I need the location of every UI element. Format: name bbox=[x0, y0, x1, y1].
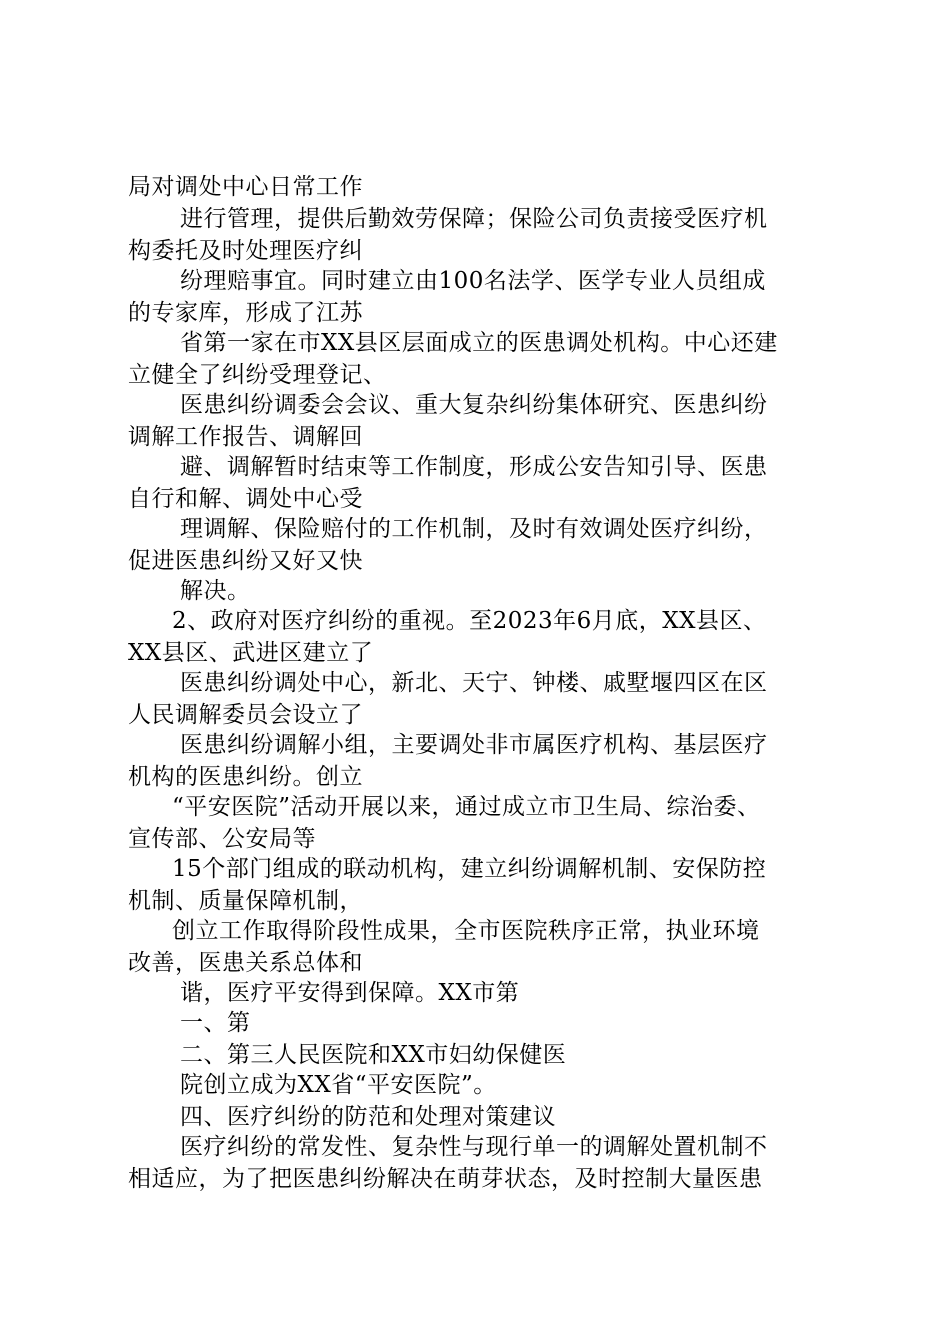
text-line-24: 机制、质量保障机制， bbox=[128, 888, 363, 914]
text-line-32: 医疗纠纷的常发性、复杂性与现行单一的调解处置机制不 bbox=[180, 1134, 768, 1160]
text-line-1: 局对调处中心日常工作 bbox=[128, 174, 363, 200]
text-line-14: 解决。 bbox=[180, 578, 251, 604]
text-line-15: 2、政府对医疗纠纷的重视。至2023年6月底，XX县区、 bbox=[172, 608, 767, 634]
text-line-28: 一、第 bbox=[180, 1010, 251, 1036]
text-line-5: 的专家库，形成了江苏 bbox=[128, 300, 363, 326]
text-line-20: 机构的医患纠纷。创立 bbox=[128, 764, 363, 790]
text-line-19: 医患纠纷调解小组，主要调处非市属医疗机构、基层医疗 bbox=[180, 732, 768, 758]
text-line-16: XX县区、武进区建立了 bbox=[128, 640, 374, 666]
text-line-22: 宣传部、公安局等 bbox=[128, 826, 316, 852]
text-line-4: 纷理赔事宜。同时建立由100名法学、医学专业人员组成 bbox=[180, 268, 766, 294]
text-line-30: 院创立成为XX省“平安医院”。 bbox=[180, 1072, 497, 1098]
text-line-7: 立健全了纠纷受理登记、 bbox=[128, 362, 387, 388]
text-line-31: 四、医疗纠纷的防范和处理对策建议 bbox=[180, 1104, 556, 1130]
text-line-21: “平安医院”活动开展以来，通过成立市卫生局、综治委、 bbox=[172, 794, 761, 820]
text-line-18: 人民调解委员会设立了 bbox=[128, 702, 363, 728]
text-line-29: 二、第三人民医院和XX市妇幼保健医 bbox=[180, 1042, 567, 1068]
text-line-3: 构委托及时处理医疗纠 bbox=[128, 238, 363, 264]
text-line-8: 医患纠纷调委会会议、重大复杂纠纷集体研究、医患纠纷 bbox=[180, 392, 768, 418]
text-line-27: 谐，医疗平安得到保障。XX市第 bbox=[180, 980, 520, 1006]
text-line-9: 调解工作报告、调解回 bbox=[128, 424, 363, 450]
text-line-17: 医患纠纷调处中心，新北、天宁、钟楼、戚墅堰四区在区 bbox=[180, 670, 768, 696]
text-line-26: 改善，医患关系总体和 bbox=[128, 950, 363, 976]
text-line-11: 自行和解、调处中心受 bbox=[128, 486, 363, 512]
text-line-25: 创立工作取得阶段性成果，全市医院秩序正常，执业环境 bbox=[172, 918, 760, 944]
text-line-23: 15个部门组成的联动机构，建立纠纷调解机制、安保防控 bbox=[172, 856, 767, 882]
text-line-33: 相适应，为了把医患纠纷解决在萌芽状态，及时控制大量医患 bbox=[128, 1166, 763, 1192]
text-line-10: 避、调解暂时结束等工作制度，形成公安告知引导、医患 bbox=[180, 454, 768, 480]
text-line-6: 省第一家在市XX县区层面成立的医患调处机构。中心还建 bbox=[180, 330, 778, 356]
text-line-12: 理调解、保险赔付的工作机制，及时有效调处医疗纠纷， bbox=[180, 516, 768, 542]
text-line-13: 促进医患纠纷又好又快 bbox=[128, 548, 363, 574]
text-line-2: 进行管理，提供后勤效劳保障；保险公司负责接受医疗机 bbox=[180, 206, 768, 232]
